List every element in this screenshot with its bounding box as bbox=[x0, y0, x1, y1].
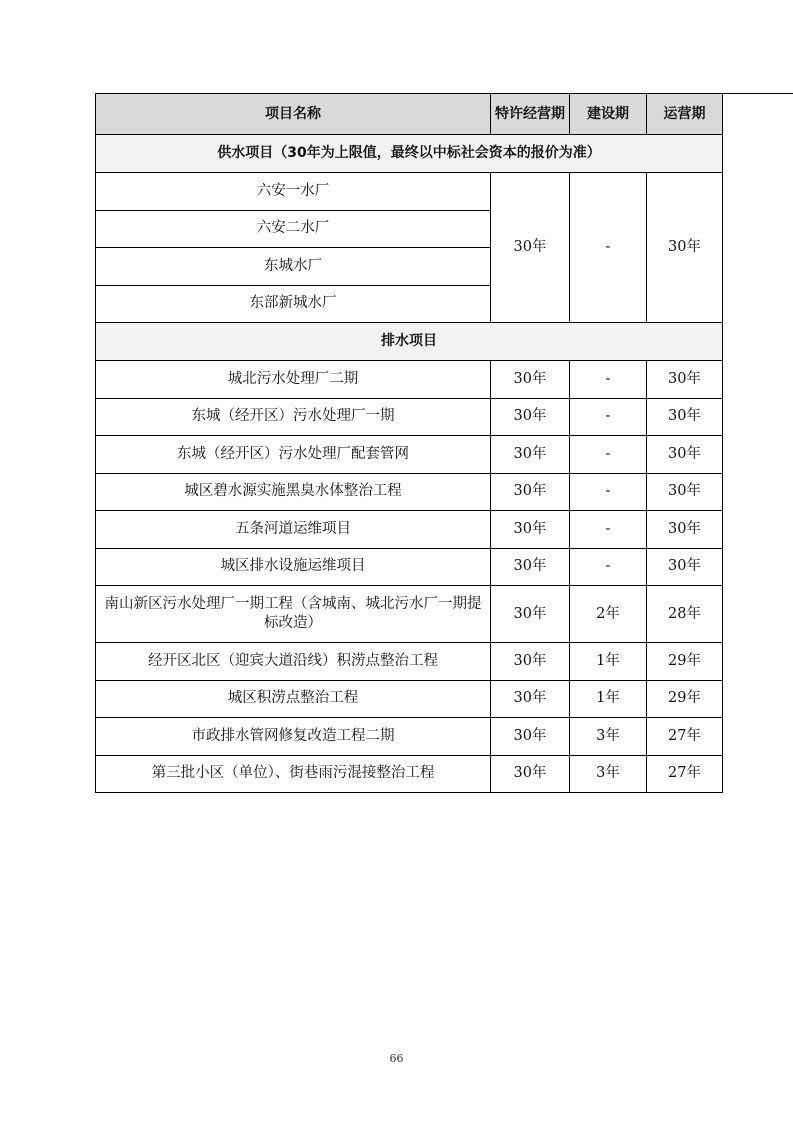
franchise-cell: 30年 bbox=[491, 586, 570, 643]
table-row bbox=[96, 680, 723, 718]
project-name-cell: 第三批小区（单位）、街巷雨污混接整治工程 bbox=[96, 755, 491, 793]
table-row bbox=[96, 548, 723, 586]
construction-cell: - bbox=[570, 173, 647, 323]
construction-cell: 2年 bbox=[570, 586, 647, 643]
page-number: 66 bbox=[389, 1052, 404, 1065]
table-row bbox=[96, 643, 723, 681]
section-title-water-supply: 供水项目（30年为上限值，最终以中标社会资本的报价为准） bbox=[96, 135, 723, 173]
construction-cell: 1年 bbox=[570, 643, 647, 681]
construction-cell: - bbox=[570, 548, 647, 586]
franchise-cell: 30年 bbox=[491, 718, 570, 756]
project-name-cell: 六安二水厂 bbox=[96, 210, 491, 248]
project-name-cell: 南山新区污水处理厂一期工程（含城南、城北污水厂一期提标改造） bbox=[96, 586, 491, 643]
project-name-cell: 城区排水设施运维项目 bbox=[96, 548, 491, 586]
operation-cell: 30年 bbox=[647, 173, 723, 323]
project-name-cell: 东城（经开区）污水处理厂一期 bbox=[96, 398, 491, 436]
operation-cell: 29年 bbox=[647, 680, 723, 718]
franchise-cell: 30年 bbox=[491, 680, 570, 718]
construction-cell: - bbox=[570, 436, 647, 474]
table-row bbox=[96, 173, 723, 211]
franchise-cell: 30年 bbox=[491, 398, 570, 436]
operation-cell: 30年 bbox=[647, 398, 723, 436]
operation-cell: 27年 bbox=[647, 755, 723, 793]
franchise-cell: 30年 bbox=[491, 511, 570, 549]
header-construction-period: 建设期 bbox=[570, 94, 647, 135]
operation-cell: 30年 bbox=[647, 548, 723, 586]
table-row bbox=[96, 398, 723, 436]
construction-cell: 1年 bbox=[570, 680, 647, 718]
table-row bbox=[96, 436, 723, 474]
franchise-cell: 30年 bbox=[491, 473, 570, 511]
table-row bbox=[96, 755, 723, 793]
project-name-cell: 城区积涝点整治工程 bbox=[96, 680, 491, 718]
table-row bbox=[96, 361, 723, 399]
construction-cell: 3年 bbox=[570, 718, 647, 756]
project-period-table bbox=[95, 93, 723, 793]
header-operation-period: 运营期 bbox=[647, 94, 723, 135]
project-name-cell: 东部新城水厂 bbox=[96, 285, 491, 323]
project-name-cell: 东城（经开区）污水处理厂配套管网 bbox=[96, 436, 491, 474]
drainage-rows bbox=[96, 361, 723, 793]
project-name-cell: 城区碧水源实施黑臭水体整治工程 bbox=[96, 473, 491, 511]
table-row bbox=[96, 473, 723, 511]
operation-cell: 29年 bbox=[647, 643, 723, 681]
project-name-cell: 六安一水厂 bbox=[96, 173, 491, 211]
header-rule bbox=[720, 93, 793, 94]
table-row bbox=[96, 718, 723, 756]
table-row bbox=[96, 586, 723, 643]
section-water-supply bbox=[96, 135, 723, 173]
construction-cell: 3年 bbox=[570, 755, 647, 793]
project-name-cell: 城北污水处理厂二期 bbox=[96, 361, 491, 399]
franchise-cell: 30年 bbox=[491, 755, 570, 793]
construction-cell: - bbox=[570, 361, 647, 399]
operation-cell: 27年 bbox=[647, 718, 723, 756]
construction-cell: - bbox=[570, 398, 647, 436]
operation-cell: 28年 bbox=[647, 586, 723, 643]
franchise-cell: 30年 bbox=[491, 361, 570, 399]
franchise-cell: 30年 bbox=[491, 643, 570, 681]
operation-cell: 30年 bbox=[647, 511, 723, 549]
franchise-cell: 30年 bbox=[491, 173, 570, 323]
project-name-cell: 经开区北区（迎宾大道沿线）积涝点整治工程 bbox=[96, 643, 491, 681]
table-row bbox=[96, 511, 723, 549]
construction-cell: - bbox=[570, 473, 647, 511]
project-name-cell: 市政排水管网修复改造工程二期 bbox=[96, 718, 491, 756]
project-name-cell: 五条河道运维项目 bbox=[96, 511, 491, 549]
project-name-cell: 东城水厂 bbox=[96, 248, 491, 286]
header-franchise-period: 特许经营期 bbox=[491, 94, 570, 135]
construction-cell: - bbox=[570, 511, 647, 549]
operation-cell: 30年 bbox=[647, 361, 723, 399]
section-title-drainage: 排水项目 bbox=[96, 323, 723, 361]
operation-cell: 30年 bbox=[647, 436, 723, 474]
operation-cell: 30年 bbox=[647, 473, 723, 511]
franchise-cell: 30年 bbox=[491, 436, 570, 474]
header-project-name: 项目名称 bbox=[96, 94, 491, 135]
franchise-cell: 30年 bbox=[491, 548, 570, 586]
table-header-row bbox=[96, 94, 723, 135]
section-drainage bbox=[96, 323, 723, 361]
